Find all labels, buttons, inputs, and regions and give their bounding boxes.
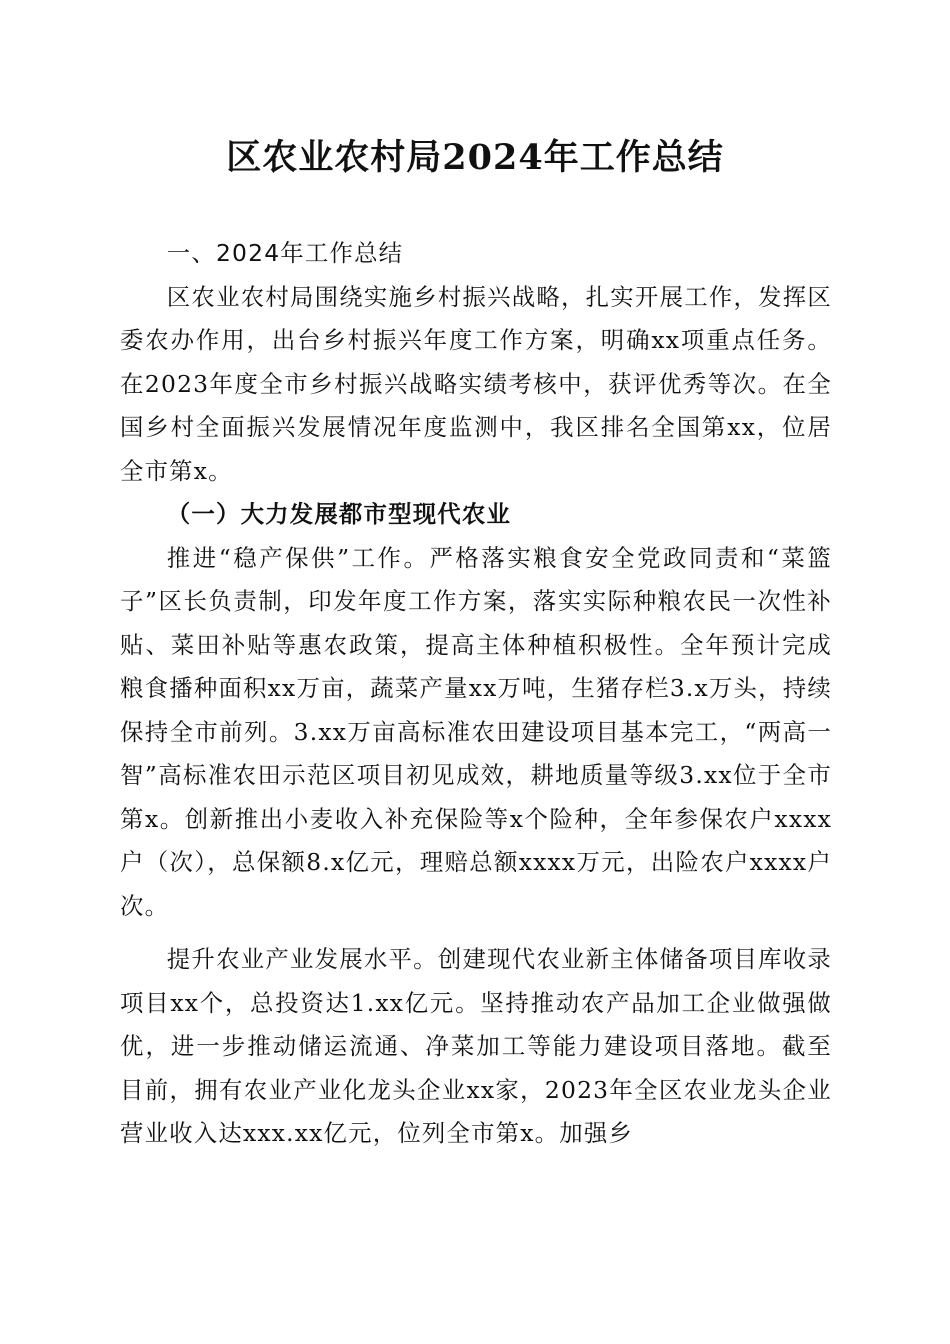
document-title: 区农业农村局2024年工作总结 [226, 137, 724, 178]
section-heading: 一、2024年工作总结 [166, 239, 404, 267]
paragraph-gap [120, 928, 832, 938]
intro-paragraph: 区农业农村局围绕实施乡村振兴战略，扎实开展工作，发挥区委农办作用，出台乡村振兴年度工作方案，明确xx项重点任务。在2023年度全市乡村振兴战略实绩考核中，获评优秀等次。在全国乡村全面振兴发展情况年度监测中，我区排名全国第xx，位居全市第x。 [120, 282, 832, 485]
document-body [120, 232, 832, 1156]
body-paragraph-1: 推进“稳产保供”工作。严格落实粮食安全党政同责和“菜篮子”区长负责制，印发年度工作方案，落实实际种粮农民一次性补贴、菜田补贴等惠农政策，提高主体种植积极性。全年预计完成粮食播种面积xx万亩，蔬菜产量xx万吨，生猪存栏3.x万头，持续保持全市前列。3.xx万亩高标准农田建设项目基本完工，“两高一智”高标准农田示范区项目初见成效，耕地质量等级3.xx位于全市第x。创新推出小麦收入补充保险等x个险种，全年参保农户xxxx户（次），总保额8.x亿元，理赔总额xxxx万元，出险农户xxxx户次。 [120, 543, 832, 920]
subsection-heading: （一）大力发展都市型现代农业 [166, 500, 512, 528]
body-paragraph-2: 提升农业产业发展水平。创建现代农业新主体储备项目库收录项目xx个，总投资达1.xx亿元。坚持推动农产品加工企业做强做优，进一步推动储运流通、净菜加工等能力建设项目落地。截至目前，拥有农业产业化龙头企业xx家，2023年全区农业龙头企业营业收入达xxx.xx亿元，位列全市第x。加强乡 [120, 945, 832, 1147]
